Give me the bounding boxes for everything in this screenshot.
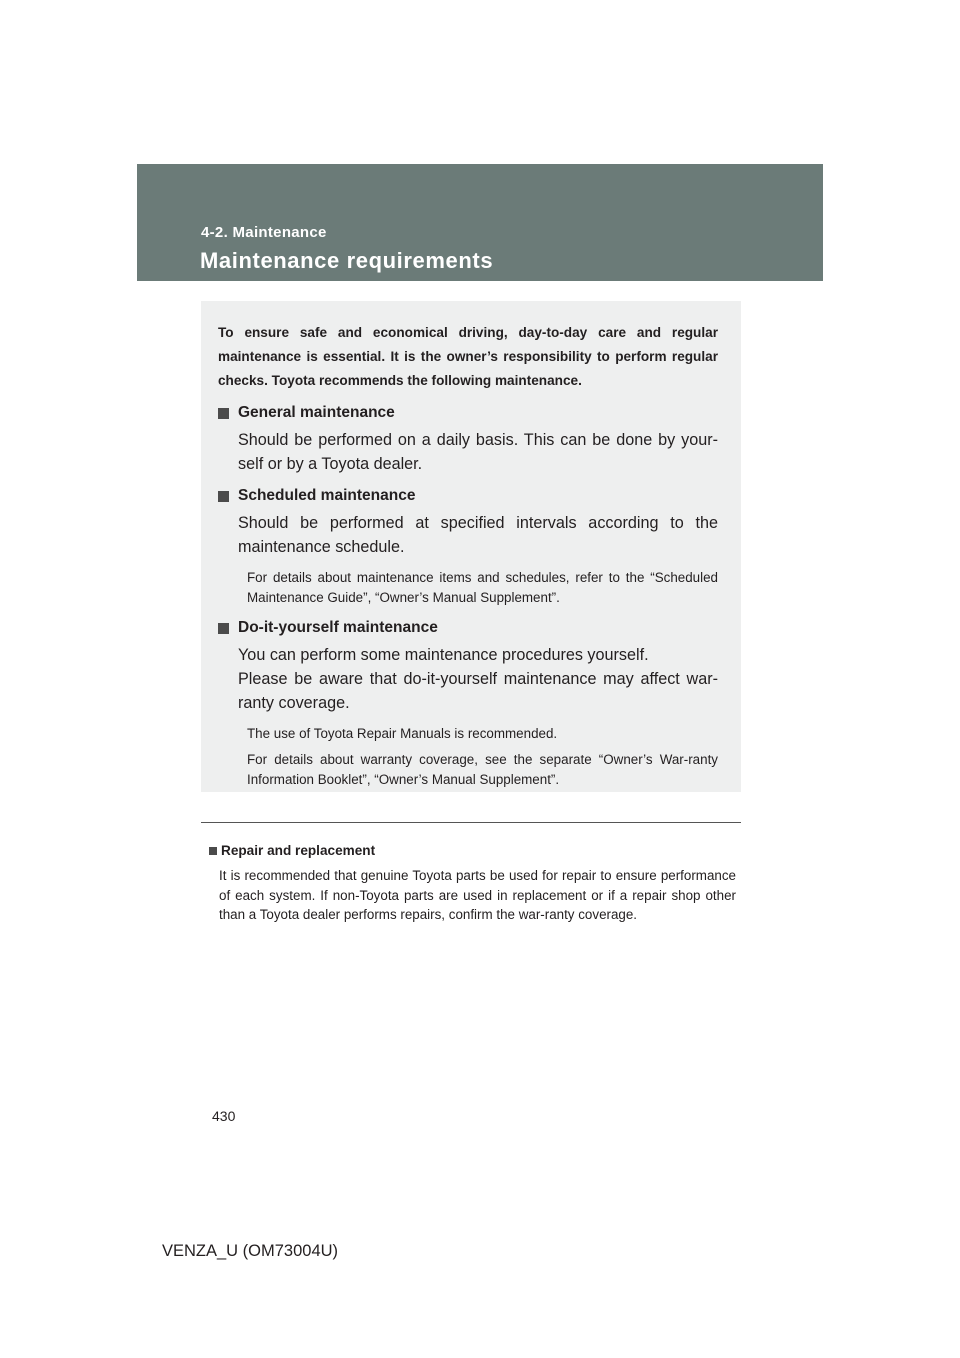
item-scheduled-maintenance xyxy=(218,485,718,608)
item-note: The use of Toyota Repair Manuals is recommended. xyxy=(247,726,558,741)
item-heading xyxy=(218,485,718,507)
item-heading-text: Scheduled maintenance xyxy=(238,487,416,504)
item-heading-text: General maintenance xyxy=(238,404,395,421)
repair-section xyxy=(209,842,736,925)
divider xyxy=(201,822,741,823)
item-body: Should be performed on a daily basis. This can be done by your-self or by a Toyota dealer. xyxy=(238,431,718,473)
intro-paragraph: To ensure safe and economical driving, day-to-day care and regular maintenance is essential. It is the owner’s responsibility to perform regular checks. Toyota recommends the following maintenance. xyxy=(218,325,718,388)
square-bullet-icon xyxy=(218,491,229,502)
repair-body: It is recommended that genuine Toyota parts be used for repair to ensure performance of each system. If non-Toyota parts are used in replacement or if a repair shop other than a Toyota dealer performs repairs, confirm the war-ranty coverage. xyxy=(219,868,736,922)
square-bullet-icon xyxy=(218,408,229,419)
item-general-maintenance xyxy=(218,402,718,476)
repair-heading-text: Repair and replacement xyxy=(221,843,376,858)
repair-heading xyxy=(209,842,736,860)
section-label: 4-2. Maintenance xyxy=(201,224,327,241)
item-heading xyxy=(218,617,718,639)
item-body: Should be performed at specified intervals according to the maintenance schedule. xyxy=(238,514,718,556)
document-code: VENZA_U (OM73004U) xyxy=(162,1242,339,1260)
maintenance-info-box xyxy=(201,301,741,792)
page-number: 430 xyxy=(212,1108,236,1124)
page-title: Maintenance requirements xyxy=(200,248,494,273)
item-heading-text: Do-it-yourself maintenance xyxy=(238,619,438,636)
square-bullet-icon xyxy=(209,847,217,855)
item-diy-maintenance xyxy=(218,617,718,790)
item-note: For details about maintenance items and schedules, refer to the “Scheduled Maintenance Guide”, “Owner’s Manual Supplement”. xyxy=(247,570,718,605)
item-heading xyxy=(218,402,718,424)
item-body-line: Please be aware that do-it-yourself maintenance may affect war-ranty coverage. xyxy=(238,670,718,712)
item-body-line: You can perform some maintenance procedures yourself. xyxy=(238,646,649,664)
square-bullet-icon xyxy=(218,623,229,634)
item-note: For details about warranty coverage, see the separate “Owner’s War-ranty Information Booklet”, “Owner’s Manual Supplement”. xyxy=(247,752,718,787)
header-band xyxy=(137,164,823,281)
